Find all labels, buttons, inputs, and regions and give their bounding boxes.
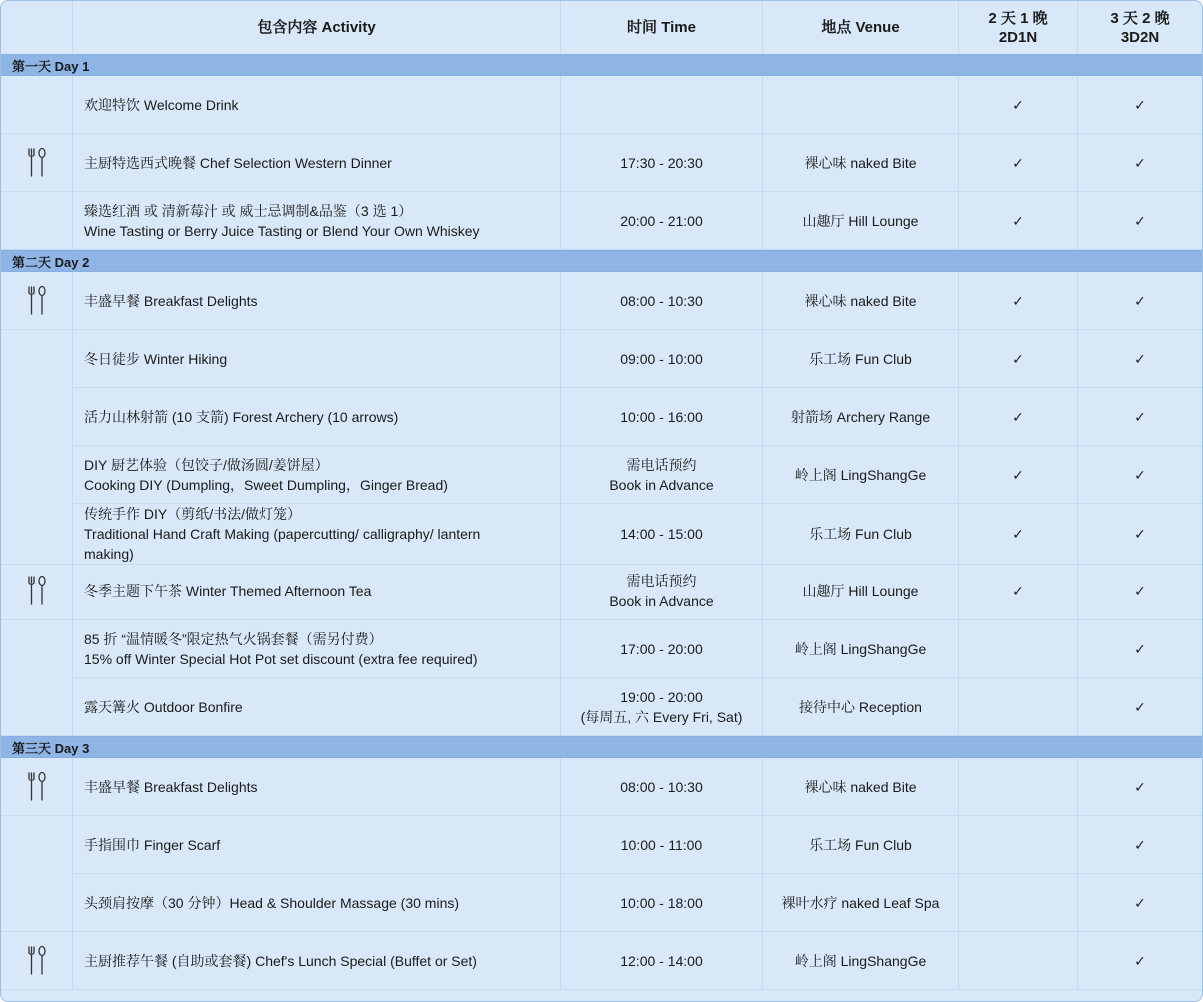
- check-mark: ✓: [1012, 212, 1024, 229]
- day-header-3: 第三天 Day 3: [1, 736, 1202, 758]
- venue-cell: [763, 678, 959, 736]
- check-2d1n-cell: [959, 562, 1078, 620]
- activity-text: 臻选红酒 或 清新莓汁 或 威士忌调制&品鉴（3 选 1）: [84, 202, 413, 219]
- table-row: [1, 562, 1202, 620]
- venue-cell: [763, 816, 959, 874]
- venue-cell: [763, 874, 959, 932]
- meal-icon-cell: [1, 134, 73, 192]
- table-row: [1, 816, 1202, 874]
- check-2d1n-cell: [959, 192, 1078, 250]
- activity-text: 丰盛早餐 Breakfast Delights: [84, 778, 258, 795]
- meal-icon-cell: [1, 192, 73, 250]
- time-cell: [561, 272, 763, 330]
- check-mark: ✓: [1134, 698, 1146, 715]
- activity-text: 欢迎特饮 Welcome Drink: [84, 96, 239, 113]
- check-mark: ✓: [1012, 154, 1024, 171]
- check-2d1n-cell: [959, 816, 1078, 874]
- check-2d1n-cell: [959, 330, 1078, 388]
- activity-text: DIY 厨艺体验（包饺子/做汤圆/姜饼屋）: [84, 456, 329, 473]
- cutlery-icon: [25, 285, 49, 317]
- table-row: [1, 192, 1202, 250]
- meal-icon-cell: [1, 446, 73, 504]
- time-text: 10:00 - 16:00: [620, 408, 703, 425]
- table-row: [1, 932, 1202, 990]
- activity-text: 冬日徒步 Winter Hiking: [84, 350, 228, 367]
- activity-cell: [73, 446, 561, 504]
- time-cell: [561, 758, 763, 816]
- activity-cell: [73, 620, 561, 678]
- meal-icon-cell: [1, 758, 73, 816]
- header-3d2n-line1: 3 天 2 晚: [1110, 9, 1170, 27]
- check-mark: ✓: [1012, 350, 1024, 367]
- activity-cell: [73, 388, 561, 446]
- check-mark: ✓: [1012, 292, 1024, 309]
- check-mark: ✓: [1134, 154, 1146, 171]
- time-cell: [561, 192, 763, 250]
- activity-text: 主厨特选西式晚餐 Chef Selection Western Dinner: [84, 154, 392, 171]
- venue-text: 裸心味 naked Bite: [804, 778, 917, 795]
- activity-cell: [73, 758, 561, 816]
- venue-cell: [763, 330, 959, 388]
- check-3d2n-cell: [1078, 678, 1202, 736]
- time-cell: [561, 816, 763, 874]
- activity-text: making): [84, 546, 134, 562]
- check-3d2n-cell: [1078, 816, 1202, 874]
- table-header: [1, 1, 1202, 54]
- check-3d2n-cell: [1078, 620, 1202, 678]
- time-cell: [561, 504, 763, 565]
- time-text: Book in Advance: [609, 476, 714, 493]
- cutlery-icon: [25, 147, 49, 179]
- meal-icon-cell: [1, 388, 73, 446]
- meal-icon-cell: [1, 76, 73, 134]
- activity-cell: [73, 562, 561, 620]
- check-mark: ✓: [1134, 952, 1146, 969]
- day-header-1: 第一天 Day 1: [1, 54, 1202, 76]
- activity-cell: [73, 932, 561, 990]
- time-text: 09:00 - 10:00: [620, 350, 703, 367]
- time-text: Book in Advance: [609, 592, 714, 609]
- activity-cell: [73, 816, 561, 874]
- check-2d1n-cell: [959, 388, 1078, 446]
- check-mark: ✓: [1012, 408, 1024, 425]
- check-3d2n-cell: [1078, 446, 1202, 504]
- time-text: 19:00 - 20:00: [620, 688, 703, 705]
- venue-text: 乐工场 Fun Club: [809, 836, 912, 853]
- check-2d1n-cell: [959, 446, 1078, 504]
- check-mark: ✓: [1134, 408, 1146, 425]
- activity-text: 手指围巾 Finger Scarf: [84, 836, 221, 853]
- activity-text: 冬季主题下午茶 Winter Themed Afternoon Tea: [84, 582, 372, 599]
- venue-cell: [763, 620, 959, 678]
- time-text: 需电话预约: [626, 572, 697, 589]
- time-cell: [561, 874, 763, 932]
- table-row: [1, 330, 1202, 388]
- table-row: [1, 446, 1202, 504]
- venue-text: 射箭场 Archery Range: [790, 408, 931, 425]
- activity-text: 85 折 “温情暖冬”限定热气火锅套餐（需另付费）: [84, 630, 383, 647]
- cutlery-icon: [25, 575, 49, 607]
- check-3d2n-cell: [1078, 758, 1202, 816]
- activity-text: Cooking DIY (Dumpling，Sweet Dumpling，Ginger Bread): [84, 476, 448, 493]
- check-2d1n-cell: [959, 272, 1078, 330]
- check-mark: ✓: [1134, 894, 1146, 911]
- time-text: 需电话预约: [626, 456, 697, 473]
- header-2d1n-line2: 2D1N: [998, 28, 1038, 46]
- check-3d2n-cell: [1078, 192, 1202, 250]
- time-cell: [561, 330, 763, 388]
- table-row: [1, 134, 1202, 192]
- check-mark: ✓: [1134, 96, 1146, 113]
- venue-cell: [763, 446, 959, 504]
- activity-cell: [73, 134, 561, 192]
- header-2d1n-line1: 2 天 1 晚: [988, 9, 1048, 27]
- meal-icon-cell: [1, 330, 73, 388]
- activity-text: 15% off Winter Special Hot Pot set discount (extra fee required): [84, 650, 478, 667]
- activity-text: 传统手作 DIY（剪纸/书法/做灯笼）: [84, 506, 302, 522]
- check-mark: ✓: [1134, 212, 1146, 229]
- check-2d1n-cell: [959, 678, 1078, 736]
- table-row: [1, 874, 1202, 932]
- time-text: 14:00 - 15:00: [620, 526, 703, 542]
- activity-cell: [73, 504, 561, 565]
- meal-icon-cell: [1, 932, 73, 990]
- venue-text: 岭上阁 LingShangGe: [794, 640, 927, 657]
- venue-cell: [763, 272, 959, 330]
- venue-text: 乐工场 Fun Club: [809, 350, 912, 367]
- check-mark: ✓: [1134, 836, 1146, 853]
- check-3d2n-cell: [1078, 932, 1202, 990]
- day-header-2: 第二天 Day 2: [1, 250, 1202, 272]
- activity-text: 主厨推荐午餐 (自助或套餐) Chef's Lunch Special (Buffet or Set): [84, 952, 477, 969]
- activity-cell: [73, 678, 561, 736]
- venue-cell: [763, 758, 959, 816]
- time-text: 17:00 - 20:00: [620, 640, 703, 657]
- time-cell: [561, 388, 763, 446]
- meal-icon-cell: [1, 272, 73, 330]
- activity-cell: [73, 192, 561, 250]
- check-mark: ✓: [1134, 350, 1146, 367]
- check-3d2n-cell: [1078, 388, 1202, 446]
- activity-text: Wine Tasting or Berry Juice Tasting or Blend Your Own Whiskey: [84, 222, 480, 239]
- venue-text: 裸叶水疗 naked Leaf Spa: [781, 894, 940, 911]
- check-3d2n-cell: [1078, 76, 1202, 134]
- check-2d1n-cell: [959, 504, 1078, 565]
- check-3d2n-cell: [1078, 874, 1202, 932]
- table-row: [1, 758, 1202, 816]
- time-text: (每周五, 六 Every Fri, Sat): [580, 708, 743, 725]
- venue-cell: [763, 388, 959, 446]
- check-mark: ✓: [1134, 640, 1146, 657]
- meal-icon-cell: [1, 874, 73, 932]
- meal-icon-cell: [1, 562, 73, 620]
- venue-cell: [763, 504, 959, 565]
- venue-text: 接待中心 Reception: [799, 698, 922, 715]
- time-cell: [561, 446, 763, 504]
- check-2d1n-cell: [959, 134, 1078, 192]
- venue-text: 裸心味 naked Bite: [804, 292, 917, 309]
- time-text: 08:00 - 10:30: [620, 778, 703, 795]
- time-text: 10:00 - 18:00: [620, 894, 703, 911]
- table-row: [1, 272, 1202, 330]
- time-cell: [561, 76, 763, 134]
- activity-cell: [73, 76, 561, 134]
- check-2d1n-cell: [959, 620, 1078, 678]
- header-2d1n: [959, 1, 1078, 54]
- check-3d2n-cell: [1078, 504, 1202, 565]
- activity-text: Traditional Hand Craft Making (papercutting/ calligraphy/ lantern: [84, 526, 481, 542]
- venue-text: 山趣厅 Hill Lounge: [802, 212, 919, 229]
- venue-text: 裸心味 naked Bite: [804, 154, 917, 171]
- venue-cell: [763, 76, 959, 134]
- venue-text: 岭上阁 LingShangGe: [794, 952, 927, 969]
- check-mark: ✓: [1012, 466, 1024, 483]
- check-3d2n-cell: [1078, 134, 1202, 192]
- venue-text: 山趣厅 Hill Lounge: [802, 582, 919, 599]
- header-activity: 包含内容 Activity: [73, 1, 561, 54]
- check-mark: ✓: [1012, 96, 1024, 113]
- check-3d2n-cell: [1078, 330, 1202, 388]
- table-row: [1, 620, 1202, 678]
- check-2d1n-cell: [959, 76, 1078, 134]
- time-cell: [561, 620, 763, 678]
- time-cell: [561, 562, 763, 620]
- time-text: 17:30 - 20:30: [620, 154, 703, 171]
- table-row: [1, 388, 1202, 446]
- venue-text: 岭上阁 LingShangGe: [794, 466, 927, 483]
- venue-cell: [763, 134, 959, 192]
- check-3d2n-cell: [1078, 272, 1202, 330]
- activity-text: 露天篝火 Outdoor Bonfire: [84, 698, 243, 715]
- time-text: 10:00 - 11:00: [620, 836, 703, 853]
- check-2d1n-cell: [959, 932, 1078, 990]
- check-mark: ✓: [1012, 526, 1024, 542]
- header-icon-cell: [1, 1, 73, 54]
- time-text: 12:00 - 14:00: [620, 952, 703, 969]
- time-text: 08:00 - 10:30: [620, 292, 703, 309]
- venue-text: 乐工场 Fun Club: [809, 526, 912, 542]
- activity-cell: [73, 330, 561, 388]
- activity-text: 活力山林射箭 (10 支箭) Forest Archery (10 arrows): [84, 408, 399, 425]
- check-3d2n-cell: [1078, 562, 1202, 620]
- activity-cell: [73, 874, 561, 932]
- check-mark: ✓: [1134, 292, 1146, 309]
- check-mark: ✓: [1134, 582, 1146, 599]
- time-text: 20:00 - 21:00: [620, 212, 703, 229]
- meal-icon-cell: [1, 678, 73, 736]
- time-cell: [561, 932, 763, 990]
- check-mark: ✓: [1012, 582, 1024, 599]
- time-cell: [561, 134, 763, 192]
- header-3d2n-line2: 3D2N: [1120, 28, 1160, 46]
- activity-text: 头颈肩按摩（30 分钟）Head & Shoulder Massage (30 mins): [84, 894, 460, 911]
- meal-icon-cell: [1, 504, 73, 565]
- cutlery-icon: [25, 945, 49, 977]
- table-row: [1, 678, 1202, 736]
- venue-cell: [763, 932, 959, 990]
- meal-icon-cell: [1, 620, 73, 678]
- header-time: 时间 Time: [561, 1, 763, 54]
- check-mark: ✓: [1134, 466, 1146, 483]
- meal-icon-cell: [1, 816, 73, 874]
- venue-cell: [763, 192, 959, 250]
- table-row: [1, 76, 1202, 134]
- check-2d1n-cell: [959, 758, 1078, 816]
- time-cell: [561, 678, 763, 736]
- check-mark: ✓: [1134, 778, 1146, 795]
- header-venue: 地点 Venue: [763, 1, 959, 54]
- table-row: [1, 504, 1202, 562]
- venue-cell: [763, 562, 959, 620]
- table-body: [1, 54, 1202, 990]
- cutlery-icon: [25, 771, 49, 803]
- activity-cell: [73, 272, 561, 330]
- check-mark: ✓: [1134, 526, 1146, 542]
- check-2d1n-cell: [959, 874, 1078, 932]
- header-3d2n: [1078, 1, 1202, 54]
- activity-text: 丰盛早餐 Breakfast Delights: [84, 292, 258, 309]
